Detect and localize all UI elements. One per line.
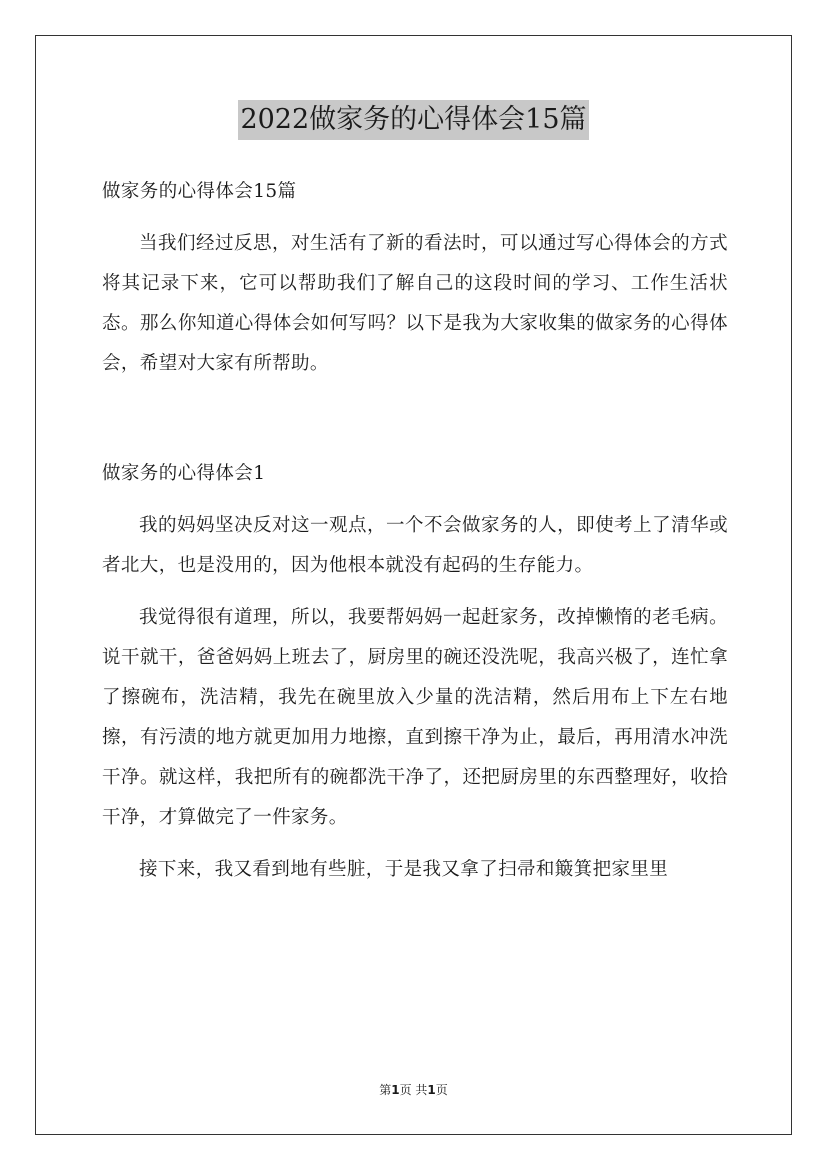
- footer-prefix: 第: [379, 1083, 392, 1097]
- intro-paragraph: 当我们经过反思，对生活有了新的看法时，可以通过写心得体会的方式将其记录下来，它可以帮助我们了解自己的这段时间的学习、工作生活状态。那么你知道心得体会如何写吗？以下是我为大家收集的做家务的心得体会，希望对大家有所帮助。: [102, 233, 728, 374]
- document-title: 2022做家务的心得体会15篇: [238, 100, 588, 140]
- body-paragraph-3: 接下来，我又看到地有些脏，于是我又拿了扫帚和簸箕把家里里: [139, 859, 669, 880]
- section-heading: 做家务的心得体会1: [102, 463, 266, 484]
- total-page-number: 1: [427, 1083, 436, 1097]
- page-footer: [0, 1082, 827, 1098]
- footer-mid: 页 共: [399, 1083, 428, 1097]
- subtitle: 做家务的心得体会15篇: [102, 181, 297, 202]
- title-container: [0, 100, 827, 140]
- body-paragraph-2: 我觉得很有道理，所以，我要帮妈妈一起赶家务，改掉懒惰的老毛病。说干就干，爸爸妈妈上班去了，厨房里的碗还没洗呢，我高兴极了，连忙拿了擦碗布，洗洁精，我先在碗里放入少量的洗洁精，然后用布上下左右地擦，有污渍的地方就更加用力地擦，直到擦干净为止，最后，再用清水冲洗干净。就这样，我把所有的碗都洗干净了，还把厨房里的东西整理好，收拾干净，才算做完了一件家务。: [102, 607, 728, 828]
- body-paragraph-1: 我的妈妈坚决反对这一观点，一个不会做家务的人，即使考上了清华或者北大，也是没用的，因为他根本就没有起码的生存能力。: [102, 515, 728, 576]
- document-body: [102, 172, 728, 890]
- current-page-number: 1: [391, 1083, 400, 1097]
- footer-suffix: 页: [435, 1083, 448, 1097]
